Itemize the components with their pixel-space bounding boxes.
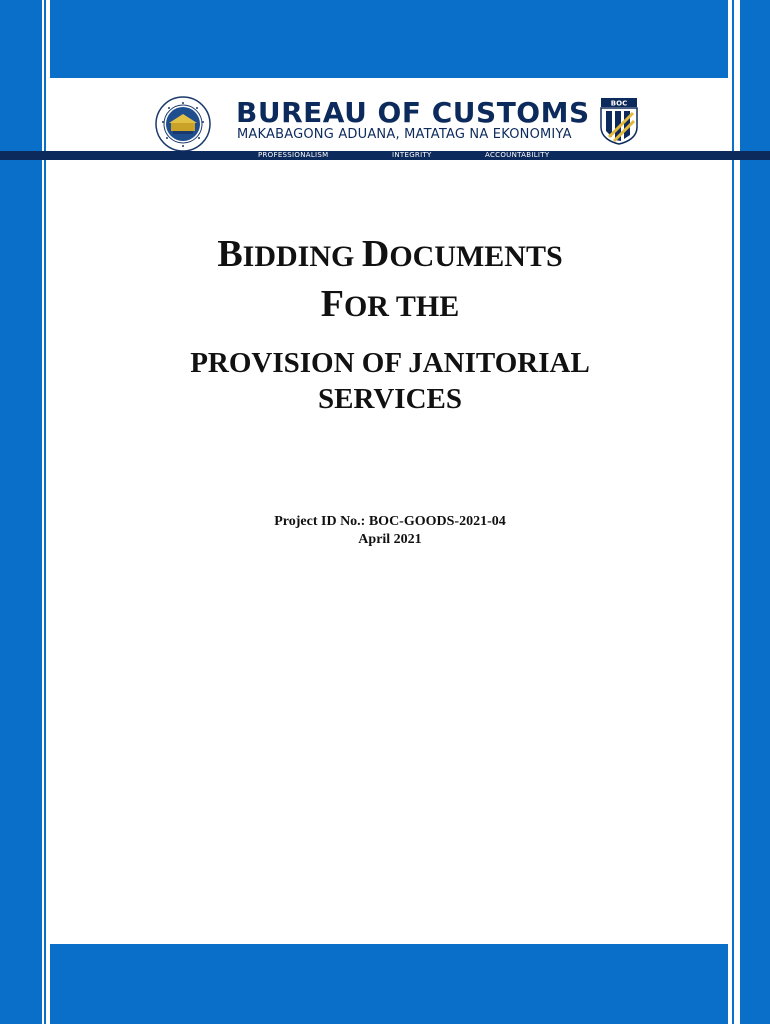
core-value-accountability: ACCOUNTABILITY — [485, 151, 550, 159]
bottom-frame-band — [0, 944, 770, 1024]
agency-name: BUREAU OF CUSTOMS — [236, 96, 590, 129]
department-of-finance-seal-icon — [155, 96, 211, 152]
boc-shield-label: BOC — [610, 99, 628, 108]
title-line-2: FOR THE — [320, 283, 460, 325]
agency-slogan: MAKABAGONG ADUANA, MATATAG NA EKONOMIYA — [237, 127, 572, 142]
top-frame-band — [0, 0, 770, 78]
core-value-professionalism: PROFESSIONALISM — [258, 151, 329, 159]
subject-line-2: SERVICES — [317, 383, 463, 415]
page-panel — [52, 80, 728, 942]
project-id: Project ID No.: BOC-GOODS-2021-04 — [274, 514, 506, 529]
core-value-integrity: INTEGRITY — [392, 151, 432, 159]
header-rule — [0, 151, 770, 160]
document-date: April 2021 — [358, 532, 422, 547]
subject-line-1: PROVISION OF JANITORIAL — [190, 347, 590, 379]
title-line-1: BIDDING DOCUMENTS — [217, 233, 563, 275]
boc-shield-icon — [600, 97, 638, 145]
